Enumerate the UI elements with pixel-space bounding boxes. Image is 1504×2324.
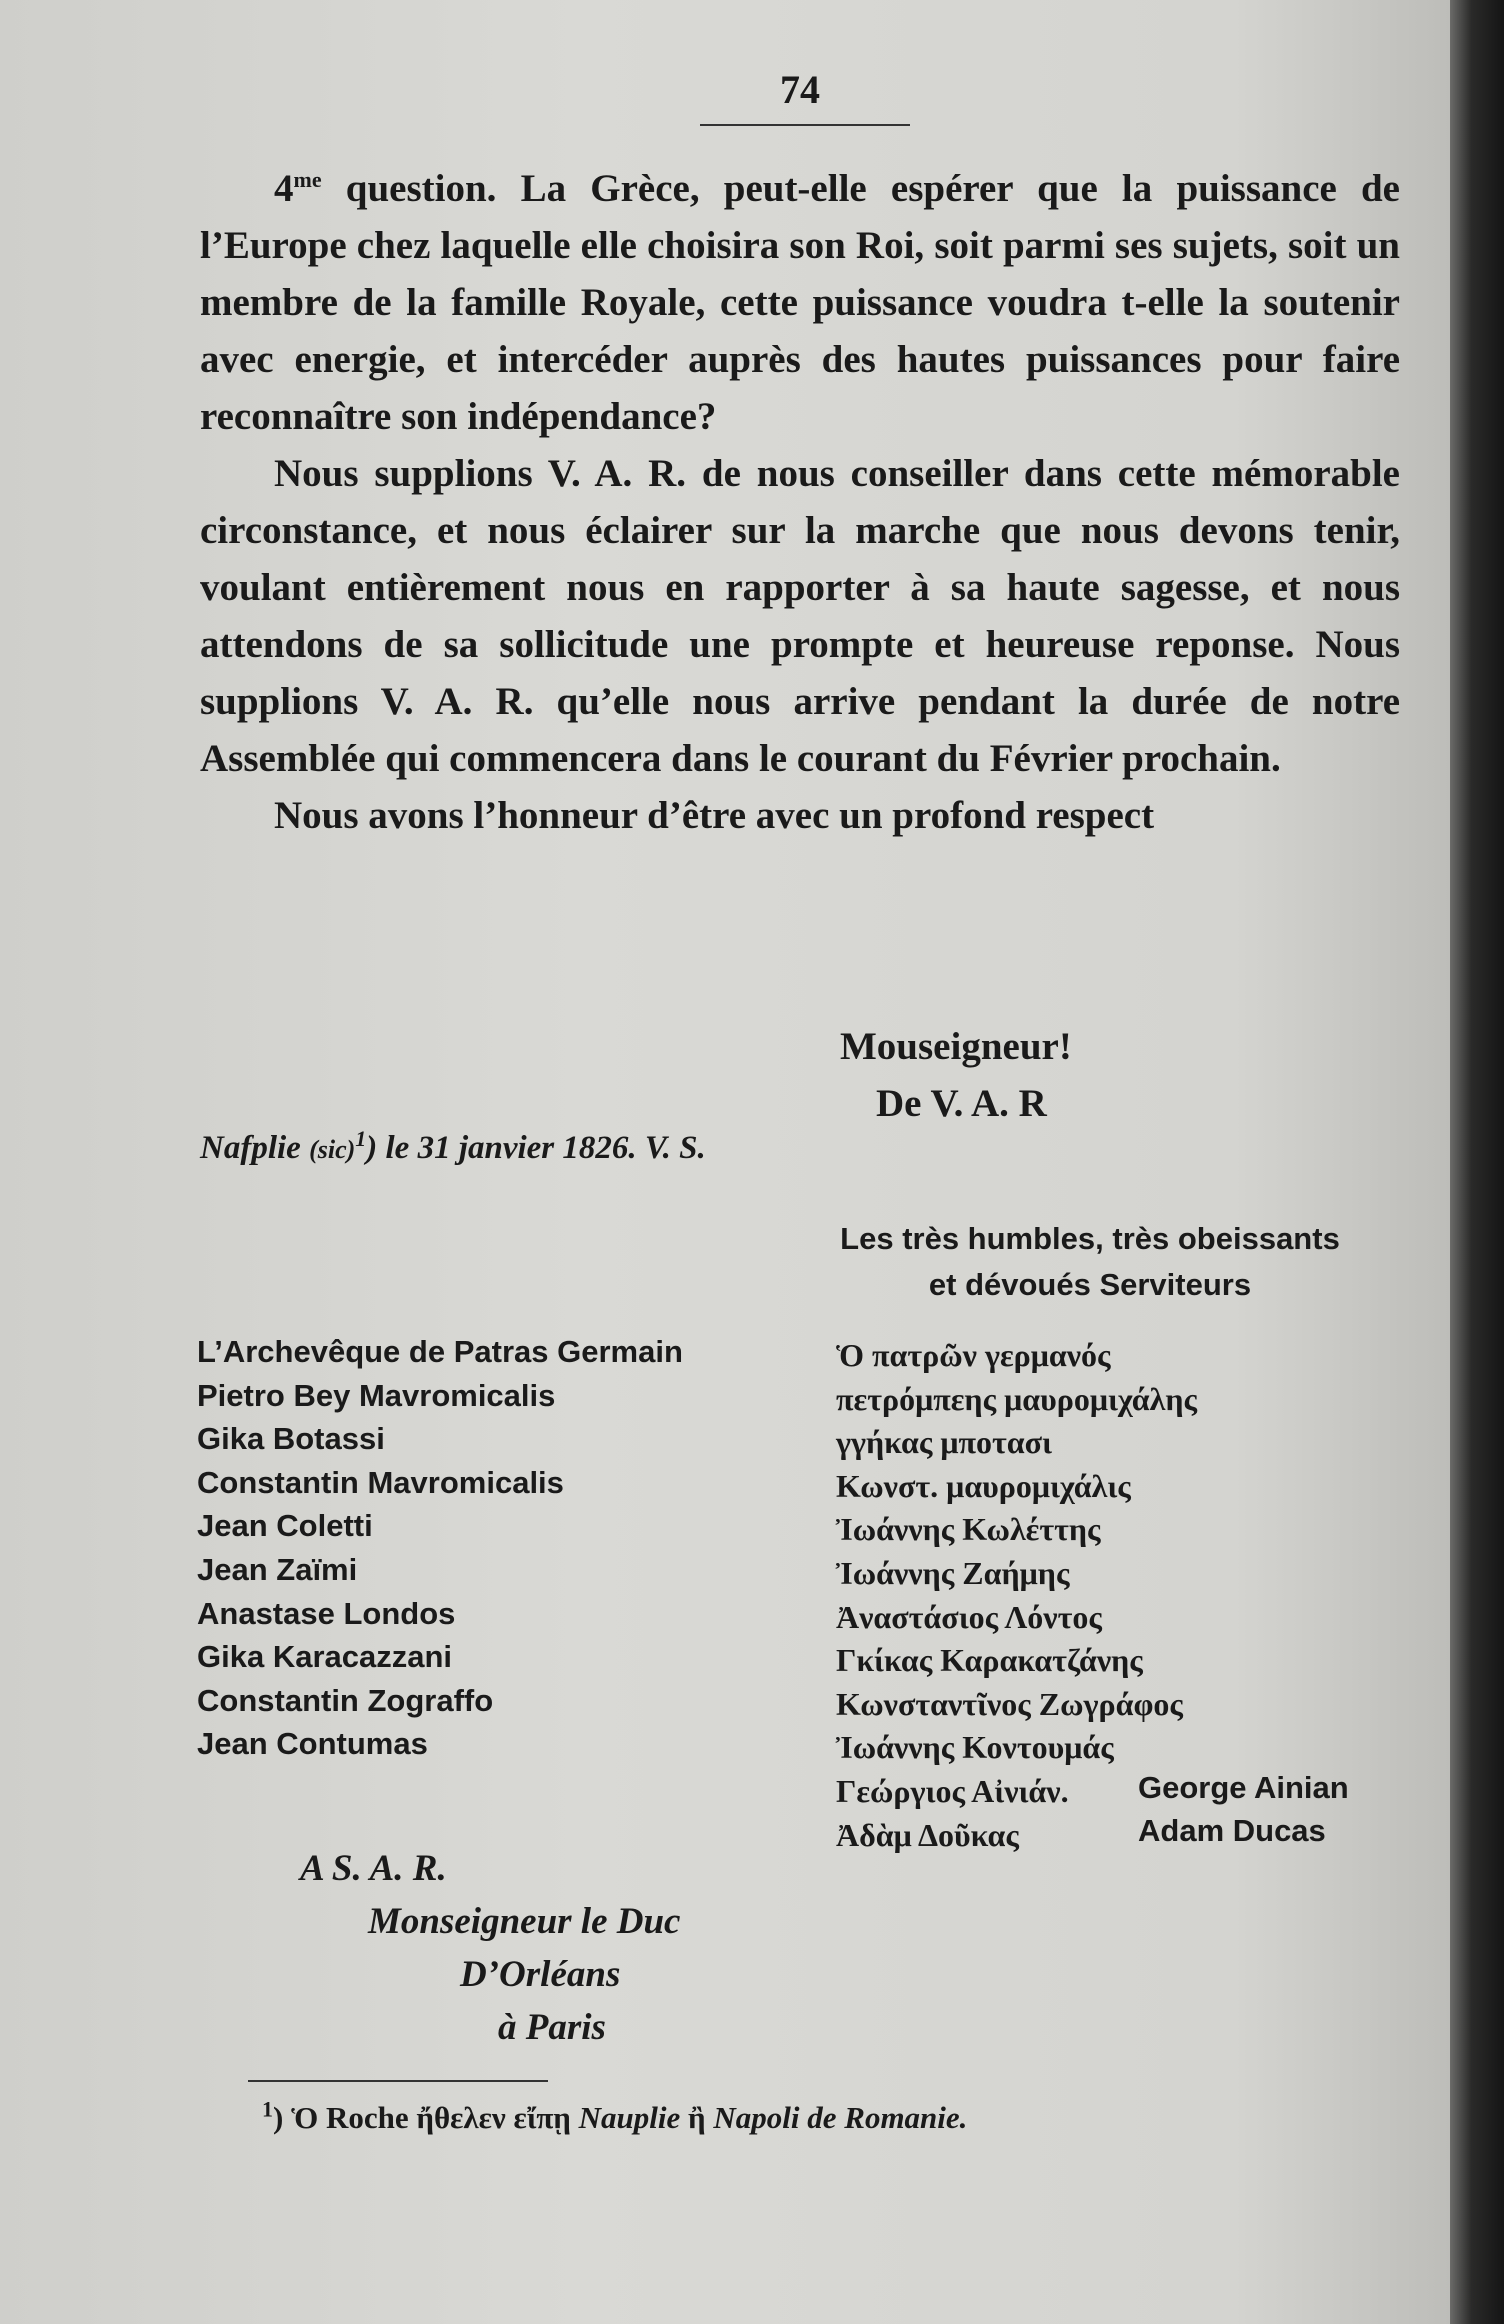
signatory-greek: γγήκας μποτασι (836, 1424, 1052, 1461)
paragraph-request: Nous supplions V. A. R. de nous conseiller dans cette mémorable circonstance, et nous éclairer sur la marche que nous devons tenir, voulant entièrement nous en rapporter à sa haute sagesse, et nous attendons de sa sollicitude une prompte et heureuse reponse. Nous supplions V. A. R. qu’elle nous arrive pendant la durée de notre Assemblée qui commencera dans le courant du Février prochain. (200, 452, 1400, 780)
signatory-greek: Γκίκας Καρακατζάνης (836, 1642, 1143, 1679)
signatory-greek: Ἰωάννης Κωλέττης (836, 1511, 1101, 1548)
signatory-greek: Ἀδὰμ Δοῦκας (836, 1816, 1019, 1853)
signatory-latin: L’Archevêque de Patras Germain (197, 1334, 683, 1369)
page-number: 74 (780, 67, 820, 112)
place-name: Nafplie (200, 1130, 301, 1166)
footnote-place-2: Napoli de Romanie. (713, 2100, 968, 2135)
de-vsar: De V. A. R (876, 1082, 1047, 1125)
sic-note: (sic) (309, 1135, 356, 1164)
signatory-greek: Κωνστ. μαυρομιχάλις (836, 1467, 1131, 1504)
letter-body (200, 160, 1400, 844)
signatory-greek: πετρόμπεης μαυρομιχάλης (836, 1380, 1197, 1417)
signatory-greek: Κωνσταντῖνος Ζωγράφος (836, 1685, 1183, 1722)
salutation: Mouseigneur! (840, 1025, 1072, 1068)
signatory-latin: Jean Coletti (197, 1508, 373, 1544)
closing-line-1: Les très humbles, très obeissants (840, 1221, 1340, 1256)
signatory-latin: Jean Contumas (197, 1726, 428, 1762)
signatory-latin: Anastase Londos (197, 1595, 456, 1631)
signatory-greek: Ἰωάννης Κοντουμάς (836, 1729, 1114, 1766)
address-line-4: à Paris (498, 2007, 606, 2048)
signatory-transliteration: Adam Ducas (1138, 1813, 1326, 1848)
signatory-latin: Gika Karacazzani (197, 1639, 453, 1675)
footnote-place-1: Nauplie (578, 2100, 681, 2135)
place-date (200, 1126, 706, 1167)
footnote-number: 1 (262, 2096, 273, 2122)
question-text: question. La Grèce, peut-elle espérer que la puissance de l’Europe chez laquelle elle choisira son Roi, soit parmi ses sujets, soit un membre de la famille Royale, cette puissance voudra t-elle la soutenir avec energie, et intercéder auprès des hautes puissances pour faire reconnaître son indépendance? (200, 167, 1400, 438)
book-spine-shadow (1450, 0, 1504, 2324)
footnote-rule (248, 2080, 548, 2082)
signatory-greek: Ὁ πατρῶν γερμανός (836, 1337, 1111, 1373)
signatory-latin: Constantin Zograffo (197, 1682, 494, 1718)
footnote-mark: 1 (355, 1126, 367, 1151)
address-line-3: D’Orléans (460, 1954, 621, 1995)
date-text: ) le 31 janvier 1826. V. S. (366, 1130, 706, 1166)
question-number: 4 (274, 167, 294, 210)
signatory-greek: Γεώργιος Αἰνιάν. (836, 1772, 1069, 1809)
footnote (262, 2096, 968, 2136)
footnote-conjunction: ἢ (688, 2100, 706, 2135)
signatory-greek: Ἰωάννης Ζαήμης (836, 1554, 1070, 1591)
signatory-latin: Jean Zaïmi (197, 1551, 358, 1587)
signatory-transliteration: George Ainian (1138, 1770, 1349, 1805)
signatories-latin (197, 1330, 683, 1766)
paragraph-question (200, 160, 1400, 445)
closing-line-2: et dévoués Serviteurs (928, 1267, 1252, 1302)
address-line-1: A S. A. R. (300, 1848, 447, 1889)
recipient-address (200, 1842, 760, 2054)
closing-formula (790, 1216, 1390, 1308)
footnote-greek-text: ) Ὁ Roche ἤθελεν εἴπῃ (273, 2100, 571, 2135)
signatory-latin: Gika Botassi (197, 1421, 385, 1457)
question-ordinal-suffix: me (293, 167, 322, 192)
page-number-rule (700, 124, 910, 126)
signatory-greek: Ἀναστάσιος Λόντος (836, 1598, 1102, 1635)
address-line-2: Monseigneur le Duc (368, 1901, 681, 1942)
paragraph-honour: Nous avons l’honneur d’être avec un profond respect (274, 794, 1155, 837)
signatory-latin: Pietro Bey Mavromicalis (197, 1377, 556, 1413)
signatory-latin: Constantin Mavromicalis (197, 1464, 564, 1500)
